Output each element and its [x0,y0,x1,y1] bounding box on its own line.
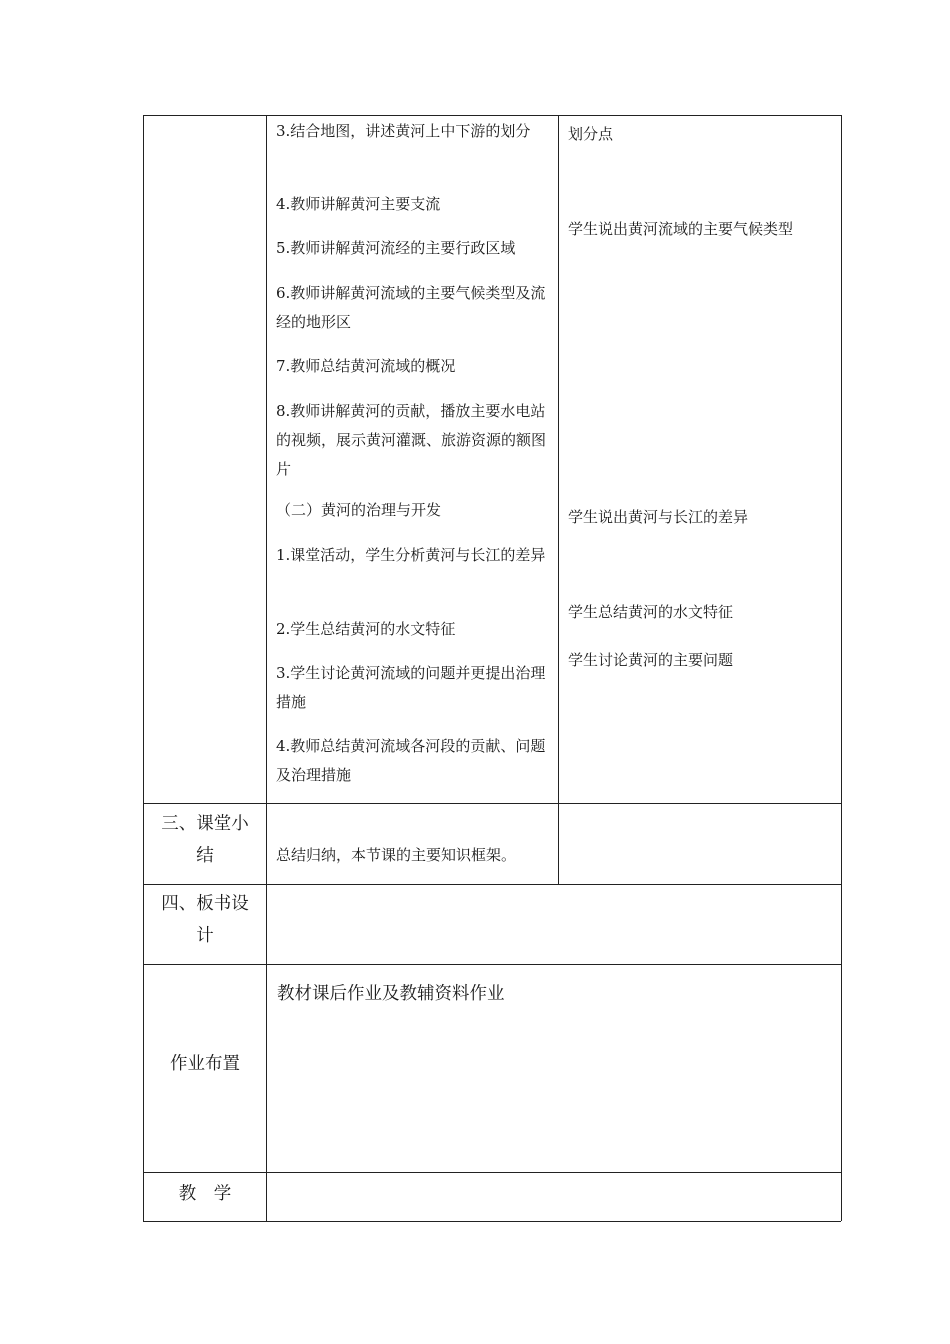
summary-content: 总结归纳，本节课的主要知识框架。 [276,846,517,864]
row-divider-homework [143,964,841,965]
row-divider-summary [143,803,841,804]
teaching-step-5: 5.教师讲解黄河流经的主要行政区域 [276,239,516,257]
teaching-step-4: 4.教师讲解黄河主要支流 [276,195,441,213]
section-2-step-2: 2.学生总结黄河的水文特征 [276,620,456,638]
column-divider-2 [558,115,559,884]
reflection-label: 教 学 [178,1184,232,1204]
board-label-line-2: 计 [196,926,214,946]
table-right-border [841,115,842,1221]
teaching-step-6: 6.教师讲解黄河流域的主要气候类型及流经的地形区 [276,284,546,331]
student-activity-3: 学生说出黄河与长江的差异 [568,508,749,526]
student-activity-5: 学生讨论黄河的主要问题 [568,651,734,669]
summary-label-line-1: 三、课堂小 [161,814,249,834]
summary-label-line-2: 结 [196,846,214,866]
teaching-step-8: 8.教师讲解黄河的贡献，播放主要水电站的视频，展示黄河灌溉、旅游资源的额图片 [276,402,547,478]
row-divider-board [143,884,841,885]
board-label-line-1: 四、板书设 [161,894,249,914]
student-activity-4: 学生总结黄河的水文特征 [568,603,734,621]
column-divider-1 [266,115,267,1221]
section-2-step-1: 1.课堂活动，学生分析黄河与长江的差异 [276,546,546,564]
student-activity-1: 划分点 [568,125,614,143]
row-divider-reflection [143,1172,841,1173]
table-bottom-border [143,1221,841,1222]
section-2-step-3: 3.学生讨论黄河流域的问题并更提出治理措施 [276,664,546,711]
table-top-border [143,115,841,116]
section-2-title: （二）黄河的治理与开发 [276,501,442,519]
homework-content: 教材课后作业及教辅资料作业 [277,984,505,1004]
teaching-step-3: 3.结合地图，讲述黄河上中下游的划分 [276,122,531,140]
teaching-step-7: 7.教师总结黄河流域的概况 [276,357,456,375]
homework-label: 作业布置 [170,1054,240,1074]
student-activity-2: 学生说出黄河流域的主要气候类型 [568,220,794,238]
section-2-step-4: 4.教师总结黄河流域各河段的贡献、问题及治理措施 [276,737,546,784]
